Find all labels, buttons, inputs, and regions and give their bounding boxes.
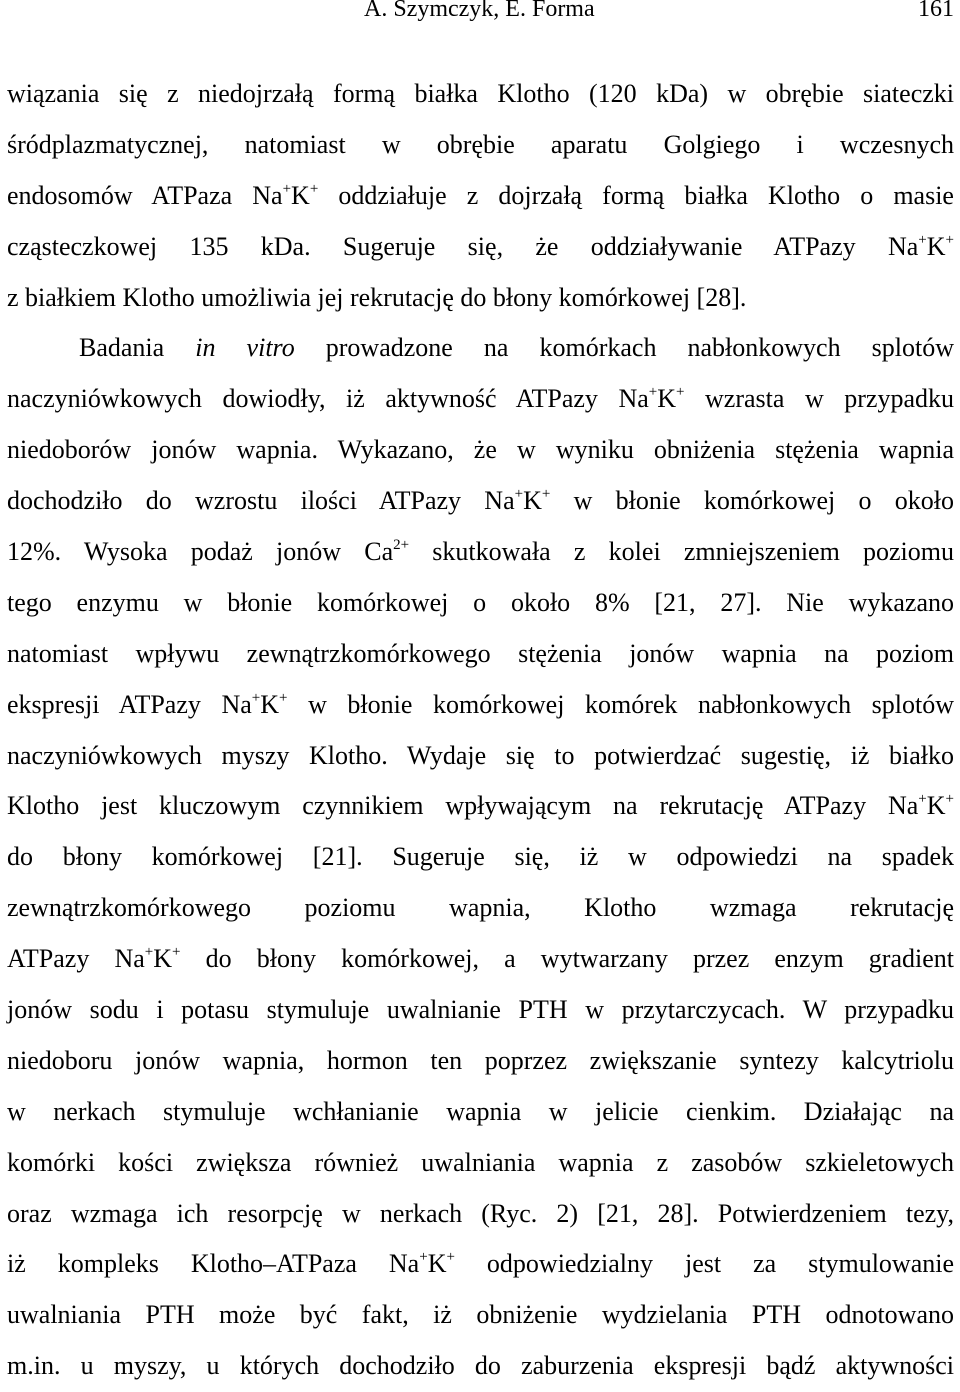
superscript: + bbox=[419, 1249, 428, 1266]
text-segment: K bbox=[657, 384, 677, 414]
superscript: + bbox=[648, 384, 658, 401]
text-line bbox=[7, 120, 954, 171]
superscript: + bbox=[282, 180, 292, 197]
text-segment: K bbox=[260, 689, 280, 719]
text-segment: oraz wzmaga ich resorpcję w nerkach (Ryc. 2) [21, 28]. Potwierdzeniem tezy, bbox=[7, 1198, 954, 1228]
text-line bbox=[7, 1189, 954, 1240]
text-segment: w błonie komórkowej o około bbox=[550, 486, 954, 516]
text-line bbox=[7, 781, 954, 832]
superscript: + bbox=[251, 689, 261, 706]
text-segment: tego enzymu w błonie komórkowej o około 8% [21, 27]. Nie wykazano bbox=[7, 587, 954, 617]
text-segment: iż kompleks Klotho–ATPaza Na bbox=[7, 1249, 420, 1279]
text-segment: K bbox=[153, 944, 173, 974]
superscript: + bbox=[541, 486, 551, 503]
text-line bbox=[7, 731, 954, 782]
superscript: + bbox=[945, 791, 954, 808]
text-line bbox=[7, 578, 954, 629]
text-segment: Badania bbox=[79, 333, 196, 363]
text-segment: w nerkach stymuluje wchłanianie wapnia w jelicie cienkim. Działając na bbox=[7, 1096, 954, 1126]
text-segment: m.in. u myszy, u których dochodziło do zaburzenia ekspresji bądź aktywności bbox=[7, 1351, 954, 1381]
superscript: + bbox=[514, 486, 524, 503]
text-line bbox=[7, 1036, 954, 1087]
text-segment: prowadzone na komórkach nabłonkowych splotów bbox=[294, 333, 955, 363]
text-line bbox=[7, 680, 954, 731]
text-line bbox=[7, 629, 954, 680]
text-segment: ATPazy Na bbox=[7, 944, 145, 974]
text-segment: odpowiedzialny jest za stymulowanie bbox=[454, 1249, 954, 1279]
superscript: + bbox=[918, 231, 927, 248]
text-line bbox=[7, 883, 954, 934]
text-line bbox=[7, 1239, 954, 1290]
superscript: + bbox=[918, 791, 927, 808]
text-line bbox=[7, 985, 954, 1036]
text-segment: K bbox=[926, 791, 946, 821]
body-text bbox=[7, 69, 954, 1392]
text-segment: śródplazmatycznej, natomiast w obrębie aparatu Golgiego i wczesnych bbox=[7, 129, 954, 159]
text-segment: 12%. Wysoka podaż jonów Ca bbox=[7, 537, 394, 567]
text-line bbox=[7, 1290, 954, 1341]
text-line bbox=[7, 273, 954, 324]
text-segment: w błonie komórkowej komórek nabłonkowych splotów bbox=[287, 689, 954, 719]
superscript: + bbox=[279, 689, 288, 706]
text-segment: naczyniówkowych dowiodły, iż aktywność ATPazy Na bbox=[7, 384, 649, 414]
text-segment: do błony komórkowej, a wytwarzany przez enzym gradient bbox=[180, 944, 954, 974]
text-segment: wzrasta w przypadku bbox=[684, 384, 954, 414]
text-segment: K bbox=[427, 1249, 447, 1279]
page-number: 161 bbox=[918, 0, 954, 22]
superscript: + bbox=[676, 384, 685, 401]
text-line bbox=[7, 222, 954, 273]
superscript: 2+ bbox=[393, 537, 410, 554]
superscript: + bbox=[144, 944, 154, 961]
running-header-authors: A. Szymczyk, E. Forma bbox=[364, 0, 595, 22]
italic-text: in vitro bbox=[195, 333, 295, 363]
text-segment: niedoborów jonów wapnia. Wykazano, że w wyniku obniżenia stężenia wapnia bbox=[7, 435, 954, 465]
text-line bbox=[7, 476, 954, 527]
text-segment: zewnątrzkomórkowego poziomu wapnia, Klotho wzmaga rekrutację bbox=[7, 893, 954, 923]
text-segment: naczyniówkowych myszy Klotho. Wydaje się to potwierdzać sugestię, iż białko bbox=[7, 740, 954, 770]
text-segment: endosomów ATPaza Na bbox=[7, 180, 283, 210]
text-segment: uwalniania PTH może być fakt, iż obniżenie wydzielania PTH odnotowano bbox=[7, 1300, 954, 1330]
superscript: + bbox=[309, 180, 319, 197]
text-line bbox=[7, 527, 954, 578]
running-header bbox=[0, 0, 960, 26]
text-segment: natomiast wpływu zewnątrzkomórkowego stężenia jonów wapnia na poziom bbox=[7, 638, 954, 668]
text-segment: dochodziło do wzrostu ilości ATPazy Na bbox=[7, 486, 515, 516]
text-line bbox=[7, 832, 954, 883]
text-segment: K bbox=[523, 486, 542, 516]
text-segment: komórki kości zwiększa również uwalniania wapnia z zasobów szkieletowych bbox=[7, 1147, 954, 1177]
text-segment: cząsteczkowej 135 kDa. Sugeruje się, że oddziaływanie ATPazy Na bbox=[7, 231, 919, 261]
text-line bbox=[7, 425, 954, 476]
text-segment: K bbox=[291, 180, 310, 210]
text-segment: wiązania się z niedojrzałą formą białka Klotho (120 kDa) w obrębie siateczki bbox=[7, 79, 954, 108]
text-line bbox=[7, 1341, 954, 1392]
text-line bbox=[7, 934, 954, 985]
text-segment: jonów sodu i potasu stymuluje uwalnianie PTH w przytarczycach. W przypadku bbox=[7, 995, 954, 1025]
text-segment: Klotho jest kluczowym czynnikiem wpływającym na rekrutację ATPazy Na bbox=[7, 791, 919, 821]
text-segment: skutkowała z kolei zmniejszeniem poziomu bbox=[409, 537, 954, 567]
text-segment: do błony komórkowej [21]. Sugeruje się, iż w odpowiedzi na spadek bbox=[7, 842, 954, 872]
superscript: + bbox=[172, 944, 181, 961]
text-line bbox=[7, 1087, 954, 1138]
text-line bbox=[7, 69, 954, 120]
superscript: + bbox=[945, 231, 954, 248]
text-line bbox=[7, 1138, 954, 1189]
text-line bbox=[7, 374, 954, 425]
superscript: + bbox=[446, 1249, 455, 1266]
text-segment: niedoboru jonów wapnia, hormon ten poprzez zwiększanie syntezy kalcytriolu bbox=[7, 1045, 954, 1075]
text-segment: z białkiem Klotho umożliwia jej rekrutację do błony komórkowej [28]. bbox=[7, 282, 747, 312]
text-line bbox=[7, 323, 954, 374]
text-line bbox=[7, 171, 954, 222]
text-segment: K bbox=[926, 231, 946, 261]
text-segment: oddziałuje z dojrzałą formą białka Klotho o masie bbox=[318, 180, 954, 210]
text-segment: ekspresji ATPazy Na bbox=[7, 689, 252, 719]
